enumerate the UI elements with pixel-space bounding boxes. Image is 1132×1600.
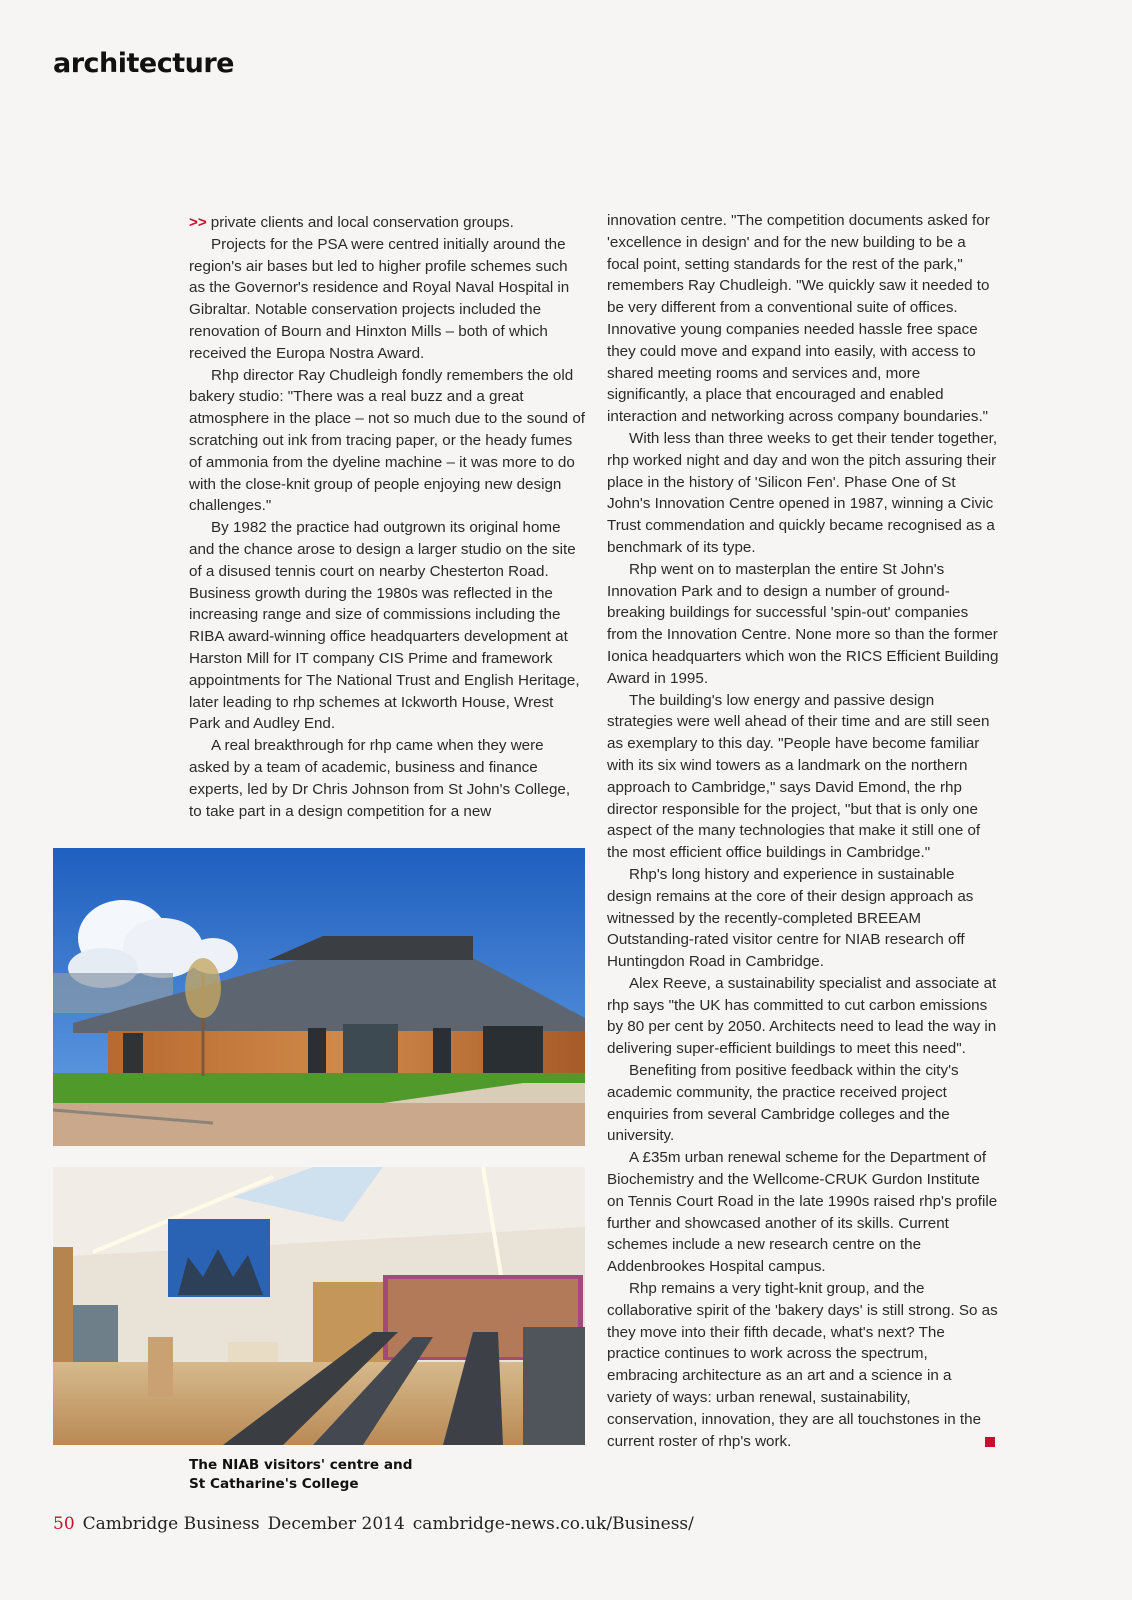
end-mark-icon	[985, 1437, 995, 1447]
paragraph: Rhp went on to masterplan the entire St John's Innovation Park and to design a number of ground-breaking buildings for successful 'spin-out' companies from the Innovation Centre. None more so than the former Ionica headquarters which won the RICS Efficient Building Award in 1995.	[607, 560, 999, 687]
issue-date: December 2014	[267, 1514, 405, 1534]
paragraph: By 1982 the practice had outgrown its original home and the chance arose to design a larger studio on the site of a disused tennis court on nearby Chesterton Road. Business growth during the 1980s was reflected in the increasing range and size of commissions including the RIBA award-winning office headquarters development at Harston Mill for IT company CIS Prime and framework appointments for The National Trust and English Heritage, later leading to rhp schemes at Ickworth House, Wrest Park and Audley End.	[189, 519, 580, 733]
paragraph: >> private clients and local conservation groups.	[189, 214, 514, 231]
paragraph: Benefiting from positive feedback within the city's academic community, the practice received project enquiries from several Cambridge colleges and the university.	[607, 1062, 959, 1145]
publication-name: Cambridge Business	[82, 1514, 260, 1534]
photo-st-catharines-college	[53, 1167, 585, 1445]
paragraph: Projects for the PSA were centred initially around the region's air bases but led to higher profile schemes such as the Governor's residence and Royal Naval Hospital in Gibraltar. Notable conservation projects included the renovation of Bourn and Hinxton Mills – both of which received the Europa Nostra Award.	[189, 235, 570, 362]
paragraph: With less than three weeks to get their tender together, rhp worked night and day and won the pitch assuring their place in the history of 'Silicon Fen'. Phase One of St John's Innovation Centre opened in 1987, winning a Civic Trust commendation and quickly became recognised as a benchmark of its type.	[607, 429, 998, 556]
paragraph: innovation centre. "The competition documents asked for 'excellence in design' and for the new building to be a focal point, setting standards for the rest of the park," remembers Ray Chudleigh. "We quickly saw it needed to be very different from a conventional suite of offices. Innovative young companies needed hassle free space they could move and expand into easily, with access to shared meeting rooms and services and, more significantly, a place that encouraged and enabled interaction and networking across company boundaries."	[607, 212, 990, 426]
page-number: 50	[53, 1514, 75, 1534]
paragraph: The building's low energy and passive design strategies were well ahead of their time and are still seen as exemplary to this day. "People have become familiar with its six wind towers as a landmark on the northern approach to Cambridge," says David Emond, the rhp director responsible for the project, "but that is only one aspect of the many technologies that make it still one of the most efficient office buildings in Cambridge."	[607, 691, 990, 862]
paragraph: Rhp director Ray Chudleigh fondly remembers the old bakery studio: "There was a real buzz and a great atmosphere in the place – not so much due to the sound of scratching out ink from tracing paper, or the heady fumes of ammonia from the dyeline machine – it was more to do with the close-knit group of people enjoying new design challenges."	[189, 366, 585, 515]
paragraph: A £35m urban renewal scheme for the Department of Biochemistry and the Wellcome-CRUK Gurdon Institute on Tennis Court Road in the late 1990s raised rhp's profile further and showcased another of its skills. Current schemes include a new research centre on the Addenbrookes Hospital campus.	[607, 1149, 998, 1276]
article-column-right	[607, 210, 999, 1452]
footer-url: cambridge-news.co.uk/Business/	[412, 1514, 694, 1534]
paragraph: A real breakthrough for rhp came when they were asked by a team of academic, business and finance experts, led by Dr Chris Johnson from St John's College, to take part in a design competition for a new	[189, 737, 571, 820]
page-footer	[53, 1514, 694, 1534]
paragraph: Rhp remains a very tight-knit group, and the collaborative spirit of the 'bakery days' is still strong. So as they move into their fifth decade, what's next? The practice continues to work across the spectrum, embracing architecture as an art and a science in a variety of ways: urban renewal, sustainability, conservation, innovation, they are all touchstones in the current roster of rhp's work.	[607, 1280, 998, 1450]
paragraph: Rhp's long history and experience in sustainable design remains at the core of their design approach as witnessed by the recently-completed BREEAM Outstanding-rated visitor centre for NIAB research off Huntingdon Road in Cambridge.	[607, 865, 974, 971]
photo-caption: The NIAB visitors' centre and St Catharine's College	[189, 1457, 413, 1492]
photo-niab-visitor-centre	[53, 848, 585, 1146]
paragraph: Alex Reeve, a sustainability specialist and associate at rhp says "the UK has committed to cut carbon emissions by 80 per cent by 2050. Architects need to lead the way in delivering super-efficient buildings to meet this need".	[607, 974, 997, 1058]
article-column-left	[189, 212, 585, 822]
continued-arrows-icon: >>	[189, 214, 207, 231]
section-title: architecture	[53, 48, 234, 79]
